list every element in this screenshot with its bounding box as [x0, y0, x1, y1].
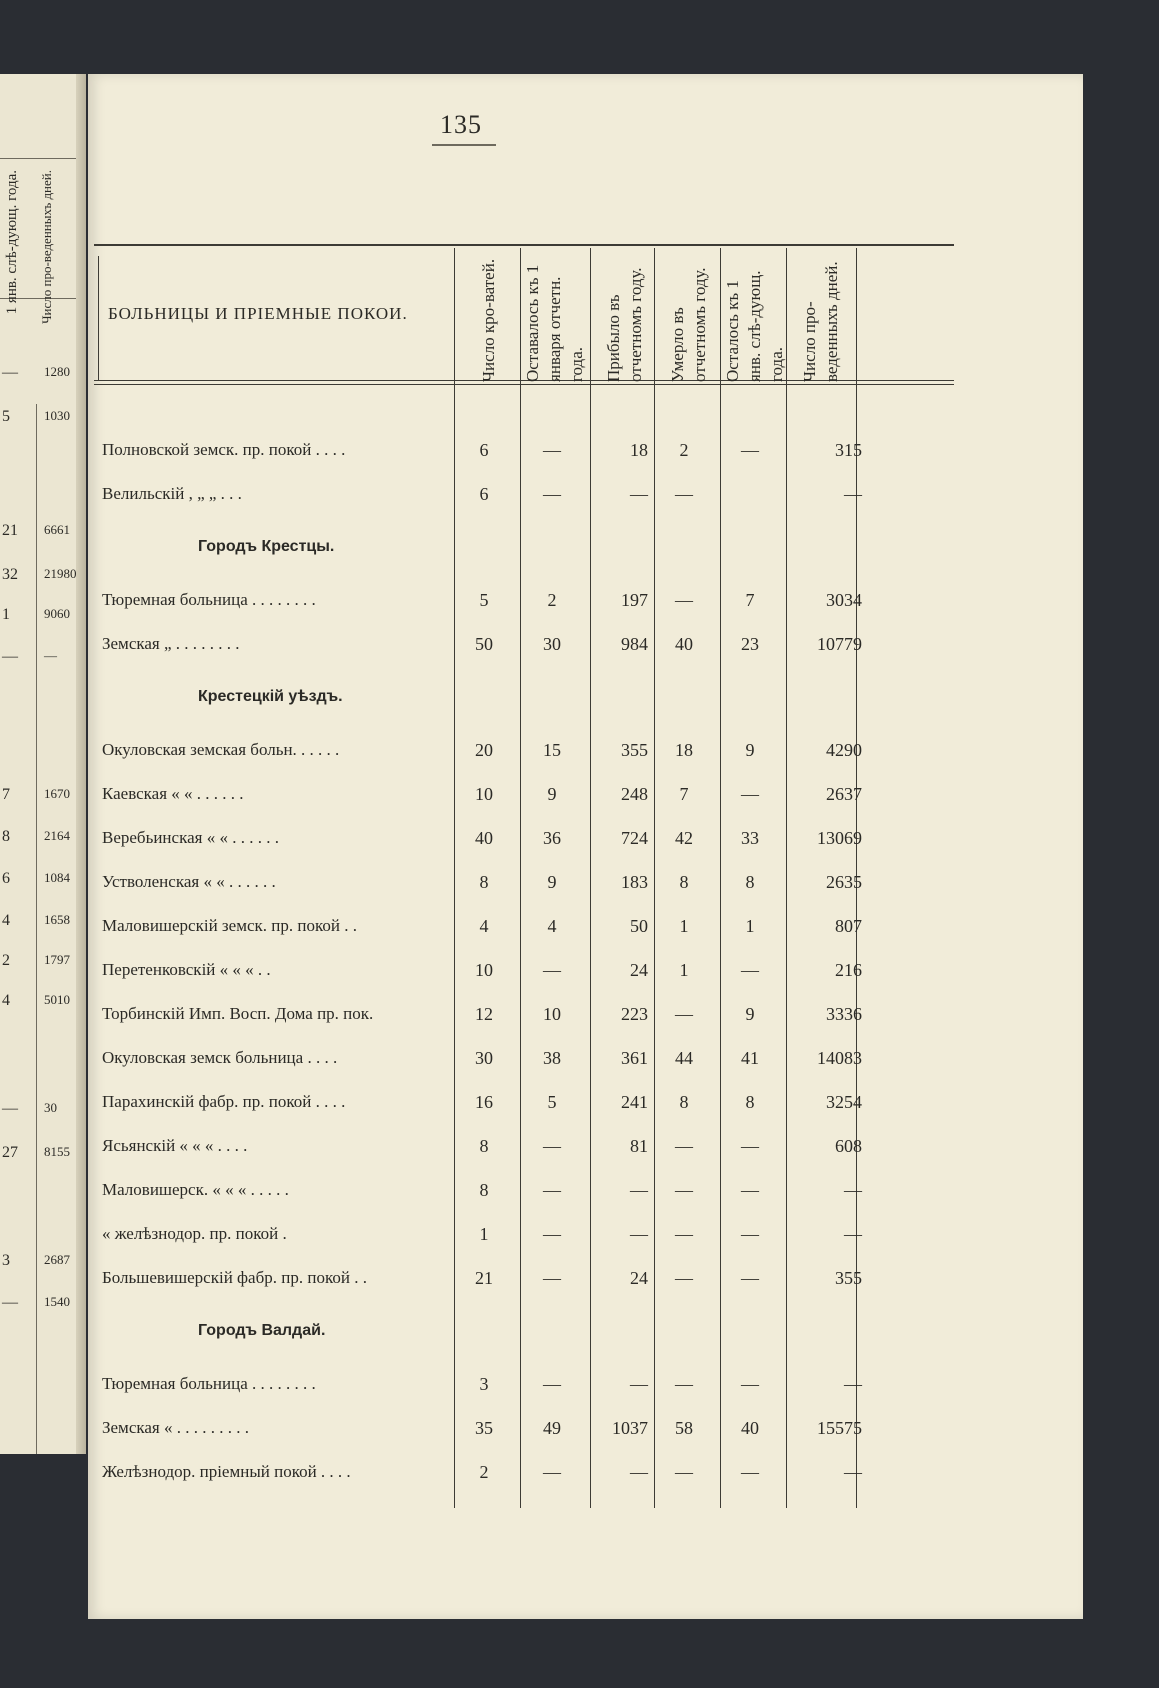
row-institution-name: Большевишерскій фабр. пр. покой . . — [102, 1268, 367, 1287]
row-value-col-3: — — [630, 484, 648, 504]
row-value-col-5: 7 — [745, 590, 755, 610]
left-cell-a: — — [2, 1294, 18, 1311]
row-value-col-1: 10 — [475, 960, 493, 980]
row-value-col-6: 807 — [835, 916, 862, 936]
row-value-col-3: — — [630, 1374, 648, 1394]
left-cell-a: 5 — [2, 408, 10, 425]
row-value-col-5: 33 — [741, 828, 759, 848]
row-value-col-6: 3336 — [826, 1004, 862, 1024]
row-value-col-2: 5 — [547, 1092, 557, 1112]
left-cell-a: 7 — [2, 786, 10, 803]
table-row — [88, 956, 908, 986]
row-value-col-6: 608 — [835, 1136, 862, 1156]
row-value-col-2: — — [543, 440, 561, 460]
row-value-col-2: — — [543, 960, 561, 980]
row-value-col-1: 6 — [479, 484, 489, 504]
row-value-col-2: 4 — [547, 916, 557, 936]
left-cell-a: 3 — [2, 1252, 10, 1269]
row-value-col-3: 1037 — [612, 1418, 648, 1438]
row-value-col-3: 361 — [621, 1048, 648, 1068]
row-value-col-6: 3254 — [826, 1092, 862, 1112]
row-institution-name: Тюремная больница . . . . . . . . — [102, 590, 316, 609]
table-row — [88, 436, 908, 466]
row-institution-name: Каевская « « . . . . . . — [102, 784, 244, 803]
header-days: Число про-веденныхъ дней. — [800, 261, 841, 382]
row-value-col-5: 9 — [745, 1004, 755, 1024]
row-value-col-6: 2635 — [826, 872, 862, 892]
row-value-col-5: — — [741, 440, 759, 460]
row-value-col-5: — — [741, 1136, 759, 1156]
row-value-col-6: 14083 — [817, 1048, 862, 1068]
row-value-col-4: — — [675, 1268, 693, 1288]
row-value-col-6: — — [844, 1374, 862, 1394]
row-value-col-1: 8 — [479, 1180, 489, 1200]
row-value-col-4: 44 — [675, 1048, 693, 1068]
hospital-table — [88, 164, 908, 1482]
table-rule-header-2 — [94, 384, 954, 385]
table-row — [88, 630, 908, 660]
page-gutter — [76, 74, 86, 1454]
row-value-col-4: 40 — [675, 634, 693, 654]
row-value-col-1: 16 — [475, 1092, 493, 1112]
row-value-col-1: 20 — [475, 740, 493, 760]
row-value-col-2: 36 — [543, 828, 561, 848]
row-value-col-5: — — [741, 1224, 759, 1244]
row-value-col-5: 8 — [745, 872, 755, 892]
left-cell-b: — — [44, 648, 57, 663]
row-institution-name: Парахинскій фабр. пр. покой . . . . — [102, 1092, 346, 1111]
row-value-col-3: 724 — [621, 828, 648, 848]
table-row — [88, 824, 908, 854]
left-cell-a: 21 — [2, 522, 18, 539]
left-cell-a: 6 — [2, 870, 10, 887]
row-value-col-1: 50 — [475, 634, 493, 654]
section-heading: Городъ Валдай. — [198, 1322, 326, 1339]
row-value-col-1: 6 — [479, 440, 489, 460]
left-cell-a: — — [2, 648, 18, 665]
left-cell-b: 2164 — [44, 828, 70, 843]
row-value-col-2: 30 — [543, 634, 561, 654]
row-value-col-1: 2 — [479, 1462, 489, 1482]
row-value-col-1: 8 — [479, 872, 489, 892]
section-heading: Городъ Крестцы. — [198, 538, 335, 555]
left-cell-b: 5010 — [44, 992, 70, 1007]
row-value-col-6: 4290 — [826, 740, 862, 760]
row-institution-name: Устволенская « « . . . . . . — [102, 872, 276, 891]
row-value-col-3: 18 — [630, 440, 648, 460]
row-value-col-4: 2 — [679, 440, 689, 460]
row-value-col-4: 8 — [679, 872, 689, 892]
left-cell-b: 8155 — [44, 1144, 70, 1159]
row-institution-name: Окуловская земская больн. . . . . . — [102, 740, 340, 759]
row-value-col-3: 24 — [630, 1268, 648, 1288]
table-row — [88, 1044, 908, 1074]
row-value-col-4: — — [675, 484, 693, 504]
table-row — [88, 1264, 908, 1294]
table-row — [88, 480, 908, 510]
left-cell-b: 9060 — [44, 606, 70, 621]
row-institution-name: Окуловская земск больница . . . . — [102, 1048, 338, 1067]
row-value-col-4: 42 — [675, 828, 693, 848]
row-value-col-6: 3034 — [826, 590, 862, 610]
row-value-col-3: 197 — [621, 590, 648, 610]
left-cell-b: 1540 — [44, 1294, 70, 1309]
row-value-col-5: 41 — [741, 1048, 759, 1068]
table-row — [88, 868, 908, 898]
left-cell-b: 1280 — [44, 364, 70, 379]
row-value-col-2: — — [543, 1462, 561, 1482]
row-value-col-4: — — [675, 590, 693, 610]
row-value-col-2: — — [543, 1224, 561, 1244]
left-cell-a: 1 — [2, 606, 10, 623]
row-value-col-5: 8 — [745, 1092, 755, 1112]
row-value-col-2: 10 — [543, 1004, 561, 1024]
table-rule-top — [94, 244, 954, 246]
row-value-col-2: — — [543, 1374, 561, 1394]
row-value-col-2: — — [543, 1136, 561, 1156]
row-value-col-3: — — [630, 1224, 648, 1244]
row-institution-name: Велильскій , „ „ . . . — [102, 484, 242, 503]
row-value-col-6: 10779 — [817, 634, 862, 654]
table-row — [88, 1458, 908, 1488]
left-cell-a: 4 — [2, 912, 10, 929]
row-value-col-6: 315 — [835, 440, 862, 460]
left-header-1: Число про-веденныхъ дней. — [39, 170, 54, 324]
left-cell-b: 1084 — [44, 870, 70, 885]
row-value-col-2: — — [543, 484, 561, 504]
row-value-col-5: — — [741, 960, 759, 980]
left-header-rule-top — [0, 158, 76, 159]
row-value-col-5: — — [741, 1374, 759, 1394]
row-value-col-5: 1 — [745, 916, 755, 936]
row-value-col-4: — — [675, 1374, 693, 1394]
row-value-col-4: 18 — [675, 740, 693, 760]
row-institution-name: Земская « . . . . . . . . . — [102, 1418, 249, 1437]
header-remained-end: Осталось къ 1 янв. слѣ-дующ. года. — [723, 270, 786, 382]
left-cell-b: 1658 — [44, 912, 70, 927]
row-value-col-3: 81 — [630, 1136, 648, 1156]
row-value-col-2: — — [543, 1180, 561, 1200]
header-remained-start: Оставалось къ 1 января отчетн. года. — [523, 264, 586, 382]
row-value-col-1: 30 — [475, 1048, 493, 1068]
left-cell-b: 1797 — [44, 952, 70, 967]
row-value-col-2: 49 — [543, 1418, 561, 1438]
page-number-underline — [432, 144, 496, 146]
row-value-col-4: — — [675, 1224, 693, 1244]
table-row — [88, 586, 908, 616]
row-institution-name: Тюремная больница . . . . . . . . — [102, 1374, 316, 1393]
row-value-col-5: 40 — [741, 1418, 759, 1438]
table-row — [88, 1000, 908, 1030]
row-value-col-4: — — [675, 1462, 693, 1482]
row-institution-name: « желѣзнодор. пр. покой . — [102, 1224, 287, 1243]
table-row — [88, 1088, 908, 1118]
table-row — [88, 1414, 908, 1444]
row-value-col-4: 1 — [679, 960, 689, 980]
section-heading: Крестецкій уѣздъ. — [198, 688, 343, 705]
row-value-col-6: — — [844, 1180, 862, 1200]
table-main-header: БОЛЬНИЦЫ И ПРІЕМНЫЕ ПОКОИ. — [108, 304, 408, 323]
row-institution-name: Полновской земск. пр. покой . . . . — [102, 440, 346, 459]
left-cell-b: 1670 — [44, 786, 70, 801]
row-value-col-6: — — [844, 1462, 862, 1482]
left-cell-b: 6661 — [44, 522, 70, 537]
row-value-col-2: 2 — [547, 590, 557, 610]
row-institution-name: Торбинскій Имп. Восп. Дома пр. пок. — [102, 1004, 374, 1023]
row-institution-name: Маловишерскій земск. пр. покой . . — [102, 916, 357, 935]
row-value-col-4: — — [675, 1180, 693, 1200]
left-page-fragment — [0, 74, 86, 1454]
row-value-col-1: 1 — [479, 1224, 489, 1244]
row-institution-name: Желѣзнодор. пріемный покой . . . . — [102, 1462, 351, 1481]
row-value-col-3: 50 — [630, 916, 648, 936]
row-value-col-2: 38 — [543, 1048, 561, 1068]
left-cell-a: 8 — [2, 828, 10, 845]
left-cell-a: — — [2, 364, 18, 381]
row-value-col-1: 10 — [475, 784, 493, 804]
table-row — [88, 1370, 908, 1400]
document-page — [88, 74, 1083, 1619]
table-row — [88, 736, 908, 766]
table-row — [88, 1176, 908, 1206]
row-value-col-6: 13069 — [817, 828, 862, 848]
row-value-col-6: 2637 — [826, 784, 862, 804]
row-value-col-6: 216 — [835, 960, 862, 980]
left-cell-a: 32 — [2, 566, 18, 583]
row-value-col-3: 248 — [621, 784, 648, 804]
table-row — [88, 780, 908, 810]
row-value-col-5: 9 — [745, 740, 755, 760]
table-row — [88, 1132, 908, 1162]
left-cell-a: 2 — [2, 952, 10, 969]
row-value-col-1: 5 — [479, 590, 489, 610]
row-value-col-6: — — [844, 1224, 862, 1244]
left-cell-b: 1030 — [44, 408, 70, 423]
row-value-col-1: 8 — [479, 1136, 489, 1156]
row-value-col-5: 23 — [741, 634, 759, 654]
row-institution-name: Маловишерск. « « « . . . . . — [102, 1180, 289, 1199]
row-value-col-4: — — [675, 1136, 693, 1156]
row-value-col-4: 8 — [679, 1092, 689, 1112]
row-institution-name: Перетенковскій « « « . . — [102, 960, 271, 979]
left-cell-a: — — [2, 1100, 18, 1117]
left-cell-b: 2687 — [44, 1252, 70, 1267]
left-cell-b: 30 — [44, 1100, 57, 1115]
row-value-col-1: 35 — [475, 1418, 493, 1438]
table-rule-left — [98, 256, 99, 380]
row-value-col-2: — — [543, 1268, 561, 1288]
row-value-col-1: 21 — [475, 1268, 493, 1288]
row-value-col-6: — — [844, 484, 862, 504]
row-value-col-1: 40 — [475, 828, 493, 848]
header-died: Умерло въ отчетномъ году. — [668, 267, 709, 382]
row-value-col-3: — — [630, 1462, 648, 1482]
row-value-col-4: 7 — [679, 784, 689, 804]
row-value-col-1: 4 — [479, 916, 489, 936]
row-value-col-4: 1 — [679, 916, 689, 936]
row-value-col-5: — — [741, 1268, 759, 1288]
header-admitted: Прибыло въ отчетномъ году. — [604, 267, 645, 382]
row-value-col-1: 12 — [475, 1004, 493, 1024]
header-beds: Число кро-ватей. — [479, 258, 498, 382]
row-value-col-3: 223 — [621, 1004, 648, 1024]
row-value-col-2: 9 — [547, 872, 557, 892]
row-value-col-1: 3 — [479, 1374, 489, 1394]
row-value-col-5: — — [741, 1462, 759, 1482]
left-cell-b: 21980 — [44, 566, 77, 581]
row-value-col-2: 15 — [543, 740, 561, 760]
row-value-col-3: 241 — [621, 1092, 648, 1112]
row-institution-name: Земская „ . . . . . . . . — [102, 634, 240, 653]
left-column-rule — [36, 404, 37, 1454]
row-value-col-3: 183 — [621, 872, 648, 892]
row-value-col-3: 984 — [621, 634, 648, 654]
table-row — [88, 1220, 908, 1250]
page-number: 135 — [440, 110, 482, 139]
row-value-col-6: 355 — [835, 1268, 862, 1288]
row-value-col-3: 355 — [621, 740, 648, 760]
row-value-col-5: — — [741, 1180, 759, 1200]
table-row — [88, 912, 908, 942]
row-value-col-3: — — [630, 1180, 648, 1200]
row-institution-name: Яcьянскій « « « . . . . — [102, 1136, 248, 1155]
row-value-col-4: 58 — [675, 1418, 693, 1438]
row-value-col-5: — — [741, 784, 759, 804]
row-value-col-3: 24 — [630, 960, 648, 980]
left-cell-a: 4 — [2, 992, 10, 1009]
left-cell-a: 27 — [2, 1144, 18, 1161]
row-value-col-2: 9 — [547, 784, 557, 804]
row-value-col-6: 15575 — [817, 1418, 862, 1438]
row-value-col-4: — — [675, 1004, 693, 1024]
left-header-0: 1 янв. слѣ-дующ. года. — [4, 170, 20, 315]
row-institution-name: Веребьинская « « . . . . . . — [102, 828, 279, 847]
